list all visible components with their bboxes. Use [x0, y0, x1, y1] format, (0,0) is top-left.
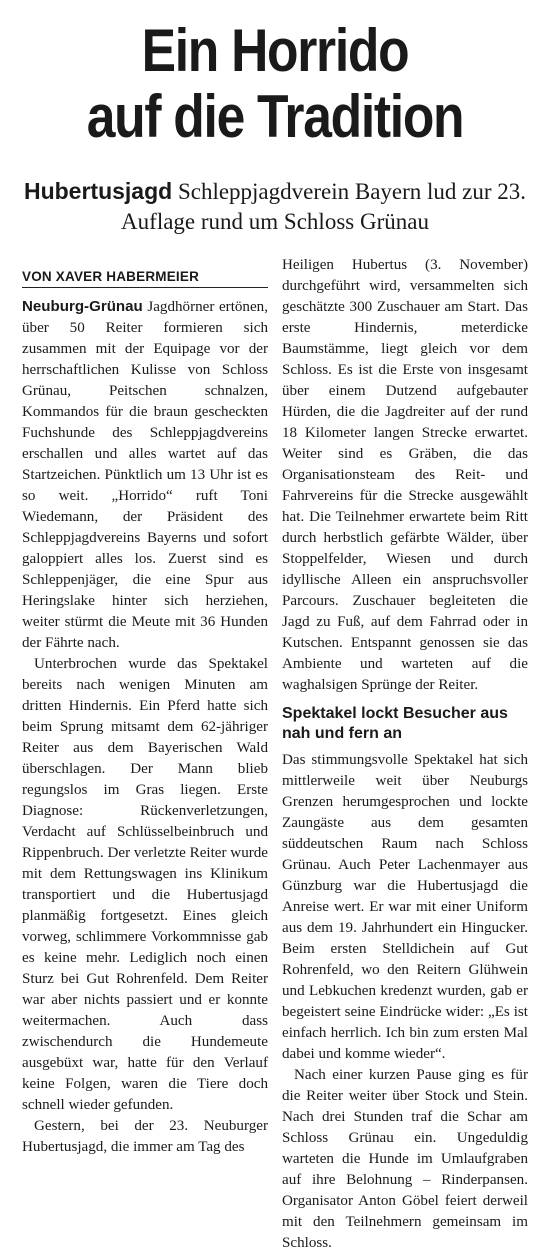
subheadline — [22, 176, 528, 237]
paragraph-1-text: Jagdhörner ertönen, über 50 Reiter formieren sich zusammen mit der Equipage vor der herrschaftlichen Kulisse von Schloss Grünau, Peitschen schnalzen, Kommandos für die braun gescheckten Fuchshunde des Schleppjagdvereins erschallen und alles wartet auf das Startzeichen. Pünktlich um 13 Uhr ist es so weit. „Horrido“ ruft Toni Wiedemann, der Präsident des Schleppjagdvereins Bayerns und sofort galoppiert alles los. Zuerst sind es Schleppenjäger, die eine Spur aus Heringslake hinter sich herziehen, weiter stürmt die Meute mit 36 Hunden der Fährte nach. — [22, 299, 268, 651]
article-paragraph-2: Unterbrochen wurde das Spektakel bereits nach wenigen Minuten am dritten Hindernis. Ein Pferd hatte sich beim Sprung mitsamt dem 62-jähriger Reiter aus dem Bayerischen Wald überschlagen. Der Mann blieb regungslos im Gras liegen. Erste Diagnose: Rückenverletzungen, Verdacht auf Schlüsselbeinbruch und Rippenbruch. Der verletzte Reiter wurde mit dem Rettungswagen ins Klinikum transportiert und die Hubertusjagd planmäßig fortgesetzt. Eines gleich vorweg, schlimmere Vorkommnisse gab es keine mehr. Lediglich noch einen Sturz bei Gut Rohrenfeld. Dem Reiter war aber nichts passiert und er konnte weitermachen. Auch dass zwischendurch die Hundemeute ausgebüxt war, hatte für den Verlauf keine Folgen, waren die Tiere doch schnell wieder gefunden. — [22, 656, 269, 1113]
article-column-right — [282, 255, 528, 1254]
article-paragraph-4: Das stimmungsvolle Spektakel hat sich mittlerweile weit über Neuburgs Grenzen herumgesprochen und lockte Zaungäste aus dem gesamten süddeutschen Raum nach Schloss Grünau. Auch Peter Lachenmayer aus Günzburg war die Hubertusjagd die Anreise wert. Er war mit einer Uniform aus dem 19. Jahrhundert ein Hingucker. Beim ersten Stelldichein auf Gut Rohrenfeld, wo den Reitern Glühwein und Lebkuchen kredenzt wurden, gab er begeistert seine Eindrücke wider: „Es ist einfach herrlich. Ich bin zum ersten Mal dabei und komme wieder“. — [282, 752, 528, 1062]
headline-line-1: Ein Horrido — [141, 17, 409, 84]
article-paragraph-5: Nach einer kurzen Pause ging es für die Reiter weiter über Stock und Stein. Nach drei Stunden traf die Schar am Schloss Grünau ein. Ungeduldig warteten die Hunde im Umlaufgraben auf ihre Belohnung – Rinderpansen. Organisator Anton Göbel feiert derweil mit den Teilnehmern gemeinsam im Schloss. — [282, 1067, 528, 1251]
byline: VON XAVER HABERMEIER — [22, 269, 268, 288]
article-column-left — [22, 255, 268, 1254]
article-paragraph-3-continued: Heiligen Hubertus (3. November) durchgeführt wird, versammelten sich geschätzte 300 Zuschauer am Start. Das erste Hindernis, meterdicke Baumstämme, liegt gleich vor dem Schloss. Es ist die Erste von insgesamt über einem Dutzend aufgebauter Hürden, die die Jagdreiter auf der rund 18 Kilometer langen Strecke erwartet. Weiter sind es Gräben, die das Organisationsteam des Reit- und Fahrvereins für die Strecke ausgewählt hat. Die Teilnehmer erwartete beim Ritt durch herbstlich gefärbte Wälder, über Stoppelfelder, Wiesen und durch idyllische Alleen ein anspruchsvoller Parcours. Zuschauer begleiteten die Jagd zu Fuß, auf dem Fahrrad oder in Kutschen. Entspannt genossen sie das Ambiente und warteten auf die waghalsigen Sprünge der Reiter. — [282, 257, 528, 693]
subhead-kicker: Hubertusjagd — [23, 178, 173, 204]
article-paragraph-1 — [22, 296, 268, 654]
article-columns — [22, 255, 528, 1254]
headline-line-2: auf die Tradition — [86, 83, 464, 150]
subhead-text: Schleppjagdverein Bayern lud zur 23. Auflage rund um Schloss Grünau — [121, 179, 527, 234]
headline — [57, 0, 492, 150]
article-paragraph-3: Gestern, bei der 23. Neuburger Hubertusjagd, die immer am Tag des — [22, 1118, 268, 1155]
section-subheading: Spektakel lockt Besucher aus nah und fern an — [282, 705, 508, 742]
dateline: Neuburg-Grünau — [22, 298, 143, 315]
